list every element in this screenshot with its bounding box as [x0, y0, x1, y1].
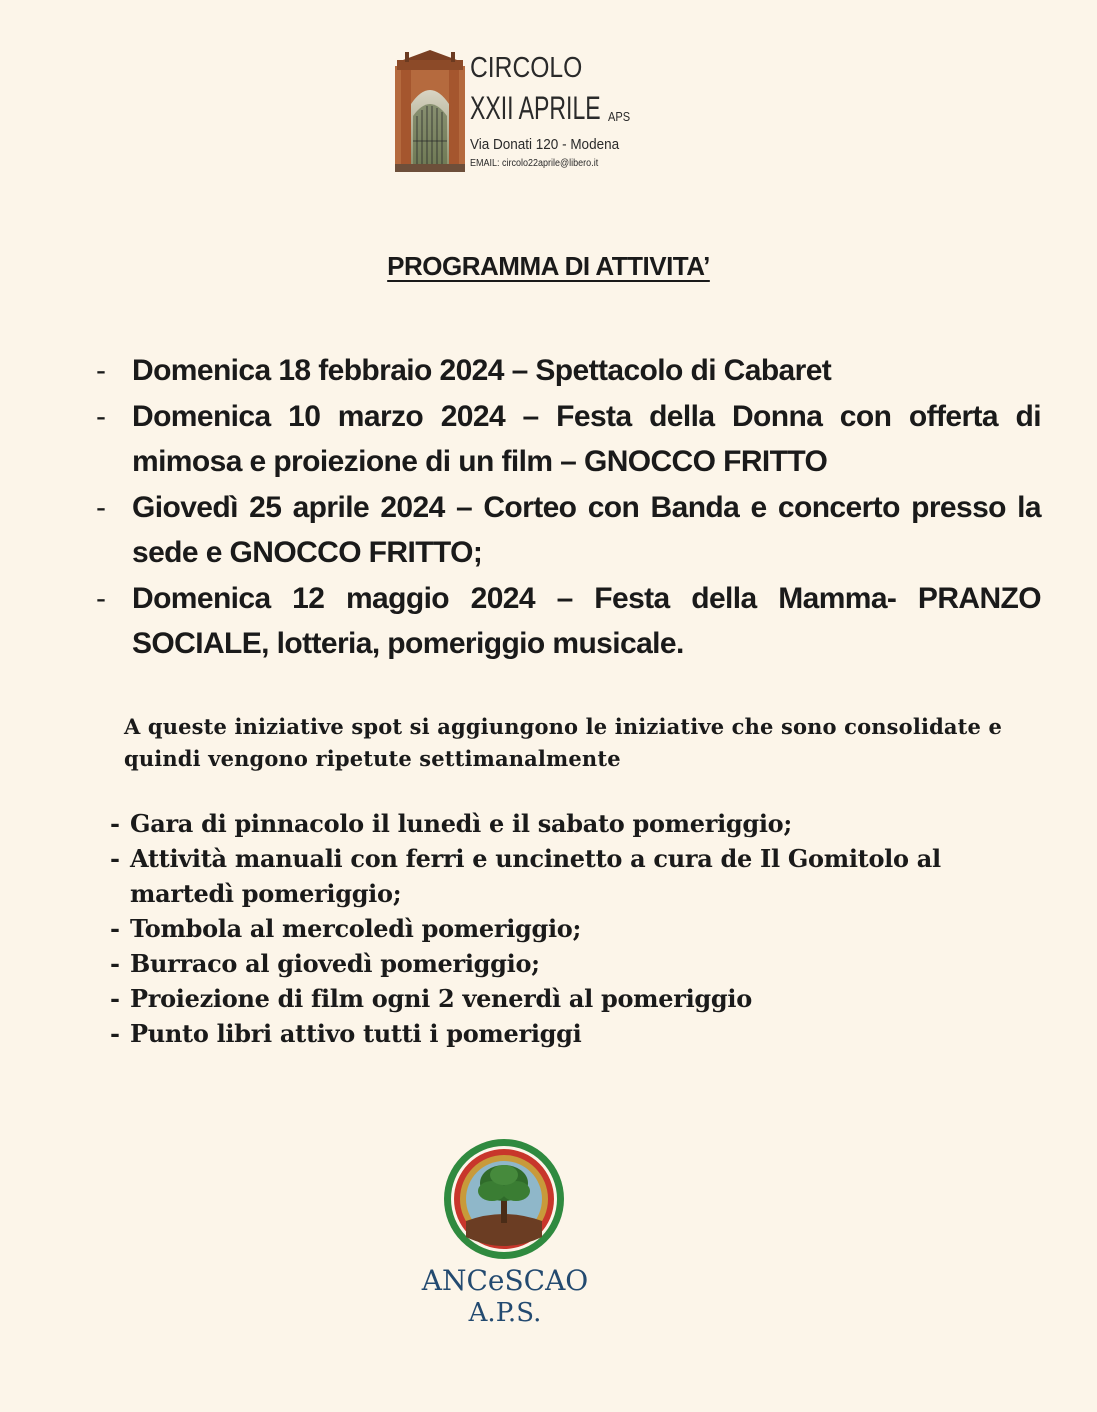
footer-org-sub: A.P.S. [468, 1298, 542, 1328]
weekly-text: Tombola al mercoledì pomeriggio; [130, 914, 582, 943]
event-item [96, 485, 1041, 576]
list-bullet: - [96, 581, 106, 615]
list-bullet: - [110, 1019, 120, 1048]
org-name-line2: XXII APRILE [470, 90, 601, 126]
event-text: Domenica 18 febbraio 2024 – Spettacolo di Cabaret [132, 354, 832, 387]
events-list [96, 348, 1041, 667]
page-title-text: PROGRAMMA DI ATTIVITA’ [387, 251, 710, 281]
event-text: Giovedì 25 aprile 2024 – Corteo con Banda e concerto presso la sede e GNOCCO FRITTO; [132, 490, 1041, 569]
event-text: Domenica 10 marzo 2024 – Festa della Donna con offerta di mimosa e proiezione di un film – GNOCCO FRITTO [132, 399, 1041, 478]
weekly-item [110, 911, 990, 946]
weekly-text: Punto libri attivo tutti i pomeriggi [130, 1019, 582, 1048]
weekly-text: Gara di pinnacolo il lunedì e il sabato pomeriggio; [130, 809, 792, 838]
org-suffix: APS [608, 109, 631, 124]
list-bullet: - [96, 399, 106, 433]
weekly-item [110, 841, 990, 911]
org-email: EMAIL: circolo22aprile@libero.it [470, 158, 599, 169]
header-logo [395, 46, 655, 174]
weekly-item [110, 946, 990, 981]
list-bullet: - [110, 809, 120, 838]
weekly-activities-list [110, 806, 990, 1051]
event-item [96, 394, 1041, 485]
weekly-item [110, 981, 990, 1016]
list-bullet: - [110, 949, 120, 978]
event-item [96, 576, 1041, 667]
anceSCAO-logo-icon [442, 1137, 566, 1261]
list-bullet: - [96, 354, 106, 387]
list-bullet: - [110, 914, 120, 943]
weekly-text: Proiezione di film ogni 2 venerdì al pomeriggio [130, 984, 752, 1013]
org-address: Via Donati 120 - Modena [470, 136, 620, 153]
weekly-item [110, 1016, 990, 1051]
org-name-line1: CIRCOLO [470, 52, 583, 84]
page-title [0, 246, 1097, 283]
weekly-text: Burraco al giovedì pomeriggio; [130, 949, 540, 978]
event-item [96, 348, 1041, 394]
event-text: Domenica 12 maggio 2024 – Festa della Mamma- PRANZO SOCIALE, lotteria, pomeriggio musicale. [132, 581, 1041, 660]
weekly-text: Attività manuali con ferri e uncinetto a cura de Il Gomitolo al martedì pomeriggio; [130, 844, 941, 908]
list-bullet: - [110, 984, 120, 1013]
footer-org-name: ANCeSCAO [421, 1264, 589, 1297]
weekly-item [110, 806, 990, 841]
intro-paragraph: A queste iniziative spot si aggiungono le iniziative che sono consolidate e quindi vengono ripetute settimanalmente [124, 714, 1002, 771]
list-bullet: - [96, 490, 106, 524]
list-bullet: - [110, 844, 120, 873]
arch-gate-photo [395, 46, 465, 172]
